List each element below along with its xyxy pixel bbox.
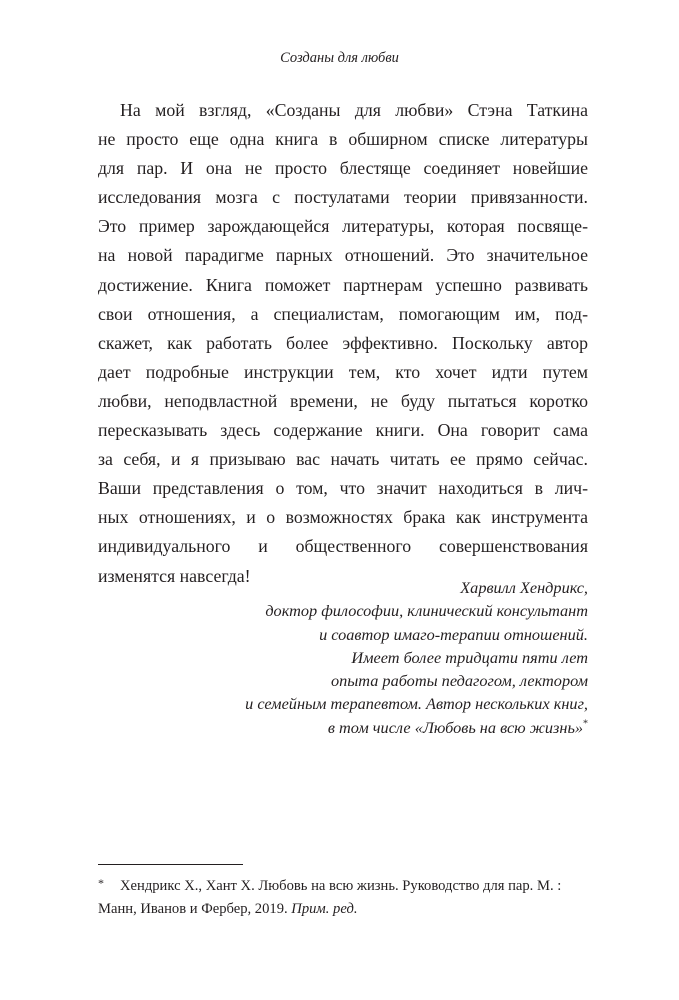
paragraph-line: ных отношениях, и о возможностях брака как инструмента [98,507,588,528]
signature-line: и соавтор имаго-терапии отношений. [319,624,588,644]
paragraph-line: исследования мозга с постулатами теории привязанности. [98,187,588,208]
paragraph-line: Ваши представления о том, что значит находиться в лич- [98,478,588,499]
paragraph-line: изменятся навсегда! [98,565,251,586]
signature-line: и семейным терапевтом. Автор нескольких книг, [245,694,588,714]
paragraph-line: на новой парадигме парных отношений. Это значительное [98,245,588,266]
paragraph-line: свои отношения, а специалистам, помогающим им, под- [98,303,588,324]
paragraph-line: достижение. Книга поможет партнерам успешно развивать [98,274,588,295]
paragraph-line: скажет, как работать более эффективно. Поскольку автор [98,332,588,353]
paragraph-line: Это пример зарождающейся литературы, которая посвяще- [98,216,588,237]
signature-line: в том числе «Любовь на всю жизнь» [327,717,583,737]
signature-line-last [245,716,588,739]
paragraph-line: не просто еще одна книга в обширном списке литературы [98,129,588,150]
signature-line: Харвилл Хендрикс, [460,578,588,597]
footnote-divider [98,864,243,865]
foreword-paragraph [98,96,588,591]
paragraph-line: любви, неподвластной времени, не буду пытаться коротко [98,390,588,411]
footnote [98,875,588,921]
paragraph-line: На мой взгляд, «Созданы для любви» Стэна Таткина [120,100,588,120]
paragraph-line: дает подробные инструкции тем, кто хочет идти путем [98,361,588,382]
paragraph-line: пересказывать здесь содержание книги. Она говорит сама [98,420,588,441]
footnote-text: Манн, Иванов и Фербер, 2019. [98,901,292,917]
signature-line: Имеет более тридцати пяти лет [351,647,588,667]
paragraph-line: для пар. И она не просто блестяще соединяет новейшие [98,158,588,179]
paragraph-line: индивидуального и общественного совершенствования [98,536,588,557]
signature-line: опыта работы педагогом, лектором [330,671,588,691]
author-signature [245,576,588,739]
editor-note: Прим. ред. [291,901,358,917]
footnote-marker: * [98,876,104,890]
signature-line: доктор философии, клинический консультант [265,601,588,621]
footnote-text: Хендрикс Х., Хант Х. Любовь на всю жизнь. Руководство для пар. М. : [120,878,562,894]
paragraph-line: за себя, и я призываю вас начать читать ее прямо сейчас. [98,449,588,470]
footnote-reference[interactable]: * [583,718,588,730]
running-header: Созданы для любви [280,50,399,66]
